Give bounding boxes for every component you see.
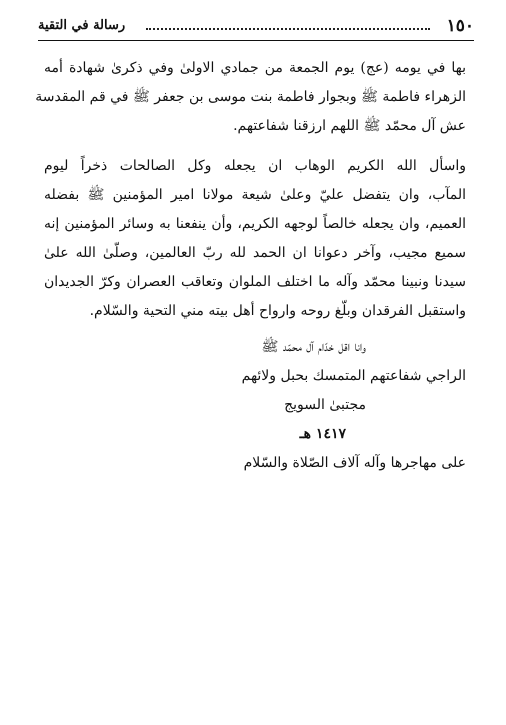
- signature-line-1: وانا اقل خدّام آل محمّد ﷺ: [261, 339, 366, 355]
- running-title: رسالة في التقية: [38, 18, 126, 33]
- paragraph-2: [44, 152, 466, 326]
- header-dotted-leader: [146, 28, 430, 30]
- text-line: الزهراء فاطمة ﷺ وبجوار فاطمة بنت موسى بن جعفر ﷺ في قم المقدسة: [35, 89, 466, 105]
- text-line: عش آل محمّد ﷺ اللهم ارزقنا شفاعتهم.: [233, 118, 466, 134]
- text-line: واسأل الله الكريم الوهاب ان يجعله وكل الصالحات ذخراً ليوم: [44, 158, 466, 174]
- header-rule: [38, 40, 474, 41]
- text-line: بها في يومه (عج) يوم الجمعة من جمادي الاولىٰ وفي ذكرىٰ شهادة أمه: [44, 60, 466, 76]
- text-line: سيدنا ونبينا محمّد وآله ما اختلف الملوان وتعاقب العصران وكرّ الجديدان: [44, 274, 466, 290]
- author-name: مجتبىٰ السويج: [284, 397, 366, 413]
- hijri-date: ١٤١٧ هـ: [299, 426, 346, 442]
- text-line: سميع مجيب، وآخر دعوانا ان الحمد لله ربّ العالمين، وصلّىٰ الله علىٰ: [44, 245, 466, 261]
- text-line: واستقبل الفرقدان وبلّغ روحه وارواح أهل بيته مني التحية والسّلام.: [89, 303, 466, 319]
- signature-line-2: الراجي شفاعتهم المتمسك بحبل ولائهم: [241, 368, 466, 384]
- text-line: المآب، وان يتفضل عليّ وعلىٰ شيعة مولانا امير المؤمنين ﷺ بفضله: [44, 187, 466, 203]
- page-number: ١٥٠: [446, 16, 474, 36]
- closing-blessing: على مهاجرها وآله آلاف الصّلاة والسّلام: [243, 455, 466, 471]
- page-header: [38, 14, 474, 38]
- text-line: العميم، وان يجعله خالصاً لوجهه الكريم، وأن ينفعنا به وسائر المؤمنين إنه: [44, 216, 466, 232]
- paragraph-1: [35, 54, 466, 141]
